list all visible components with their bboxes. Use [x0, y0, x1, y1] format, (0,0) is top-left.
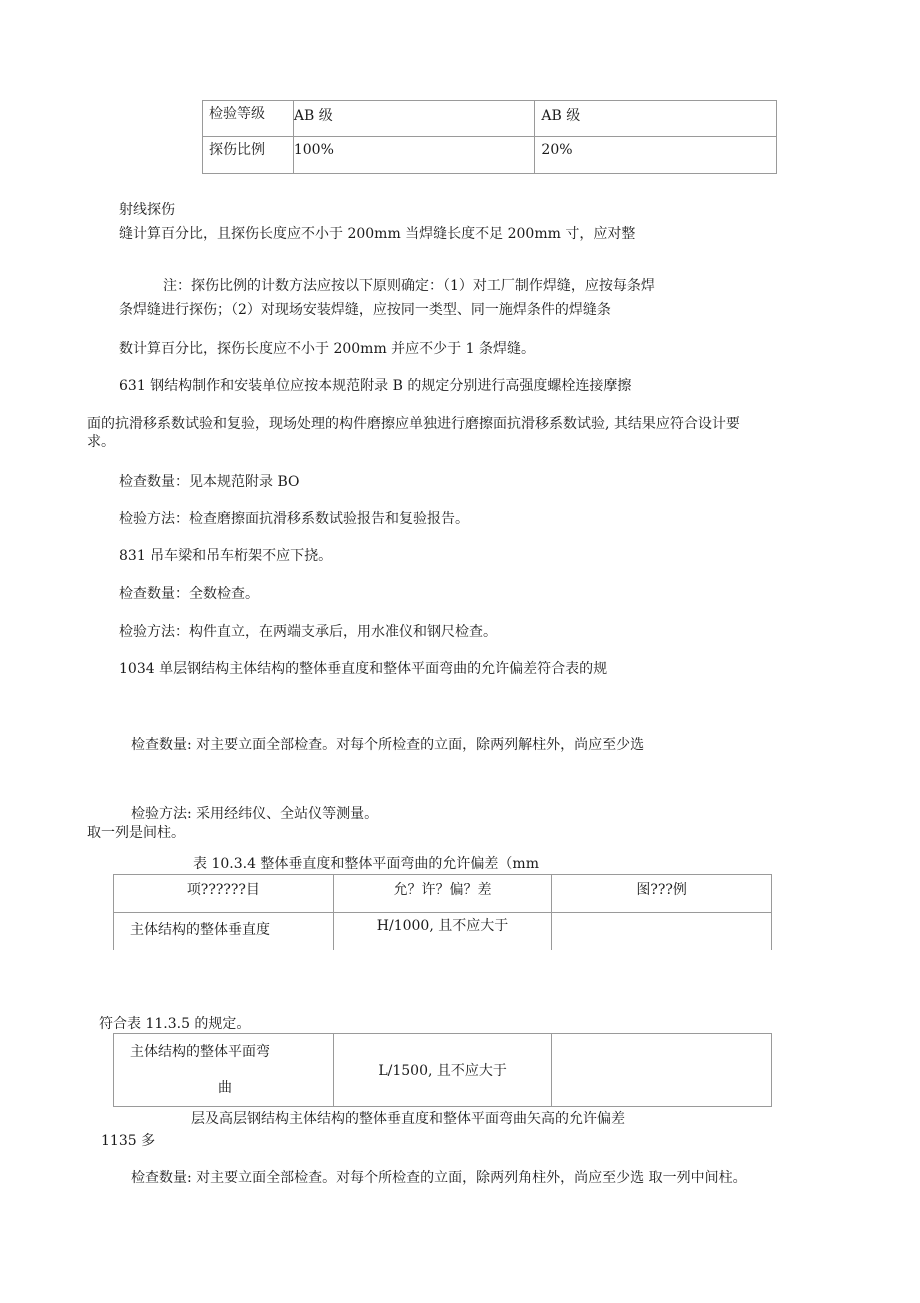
table-cell: AB 级: [535, 101, 777, 137]
table-header: 项??????目: [114, 875, 334, 913]
table-cell: L/1500, 且不应大于: [333, 1034, 552, 1107]
paragraph: 面的抗滑移系数试验和复验，现场处理的构件磨擦应单独进行磨擦面抗滑移系数试验, 其结果应符合设计要: [87, 416, 740, 432]
figure-cell: [552, 913, 772, 950]
paragraph: 求。: [87, 434, 115, 450]
table-cell: 主体结构的整体平面弯 曲: [114, 1034, 334, 1107]
inspection-grade-table: [202, 100, 777, 174]
paragraph: 射线探伤: [119, 202, 175, 218]
clause-1034: 1034 单层钢结构主体结构的整体垂直度和整体平面弯曲的允许偏差符合表的规: [119, 661, 608, 677]
table-cell-label: 探伤比例: [203, 137, 294, 174]
paragraph: 缝计算百分比，且探伤长度应不小于 200mm 当焊缝长度不足 200mm 寸，应对整: [119, 226, 636, 242]
table-cell-label: 检验等级: [203, 101, 294, 137]
table-caption: 层及高层钢结构主体结构的整体垂直度和整体平面弯曲矢高的允许偏差: [191, 1111, 625, 1127]
table-caption: 表 10.3.4 整体垂直度和整体平面弯曲的允许偏差（mm: [193, 856, 539, 872]
table-header: 允？许？偏？差: [333, 875, 552, 913]
table-cell: 100%: [293, 137, 535, 174]
table-cell: AB 级: [293, 101, 535, 137]
tolerance-table-continued: [113, 1033, 772, 1107]
tolerance-table: [113, 874, 772, 950]
paragraph: 检查数量：见本规范附录 BO: [119, 474, 300, 490]
paragraph: 检验方法：检查磨擦面抗滑移系数试验报告和复验报告。: [119, 511, 469, 527]
paragraph: 检查数量：全数检查。: [119, 586, 259, 602]
paragraph: 检查数量: 对主要立面全部检查。对每个所检查的立面，除两列角柱外，尚应至少选 取一列中间柱。: [131, 1170, 747, 1186]
table-header: 图???例: [552, 875, 772, 913]
paragraph: 检验方法：构件直立，在两端支承后，用水准仪和钢尺检查。: [119, 624, 497, 640]
paragraph: 条焊缝进行探伤；（2）对现场安装焊缝，应按同一类型、同一施焊条件的焊缝条: [119, 302, 611, 318]
note-paragraph: 注：探伤比例的计数方法应按以下原则确定：（1）对工厂制作焊缝，应按每条焊: [163, 278, 655, 294]
table-cell: 主体结构的整体垂直度: [114, 913, 334, 950]
paragraph: 符合表 11.3.5 的规定。: [99, 1016, 251, 1032]
paragraph: 取一列是间柱。: [87, 825, 185, 841]
paragraph: 数计算百分比，探伤长度应不小于 200mm 并应不少于 1 条焊缝。: [119, 341, 535, 357]
clause-631: 631 钢结构制作和安装单位应按本规范附录 B 的规定分别进行高强度螺栓连接摩擦: [119, 378, 632, 394]
table-cell: H/1000, 且不应大于: [333, 913, 552, 950]
figure-cell: [552, 1034, 772, 1107]
paragraph: 检验方法: 采用经纬仪、全站仪等测量。: [131, 806, 379, 822]
paragraph: 检查数量: 对主要立面全部检查。对每个所检查的立面，除两列解柱外，尚应至少选: [131, 737, 645, 753]
clause-1135: 1135 多: [101, 1133, 156, 1149]
clause-831: 831 吊车梁和吊车桁架不应下挠。: [119, 548, 333, 564]
table-cell: 20%: [535, 137, 777, 174]
